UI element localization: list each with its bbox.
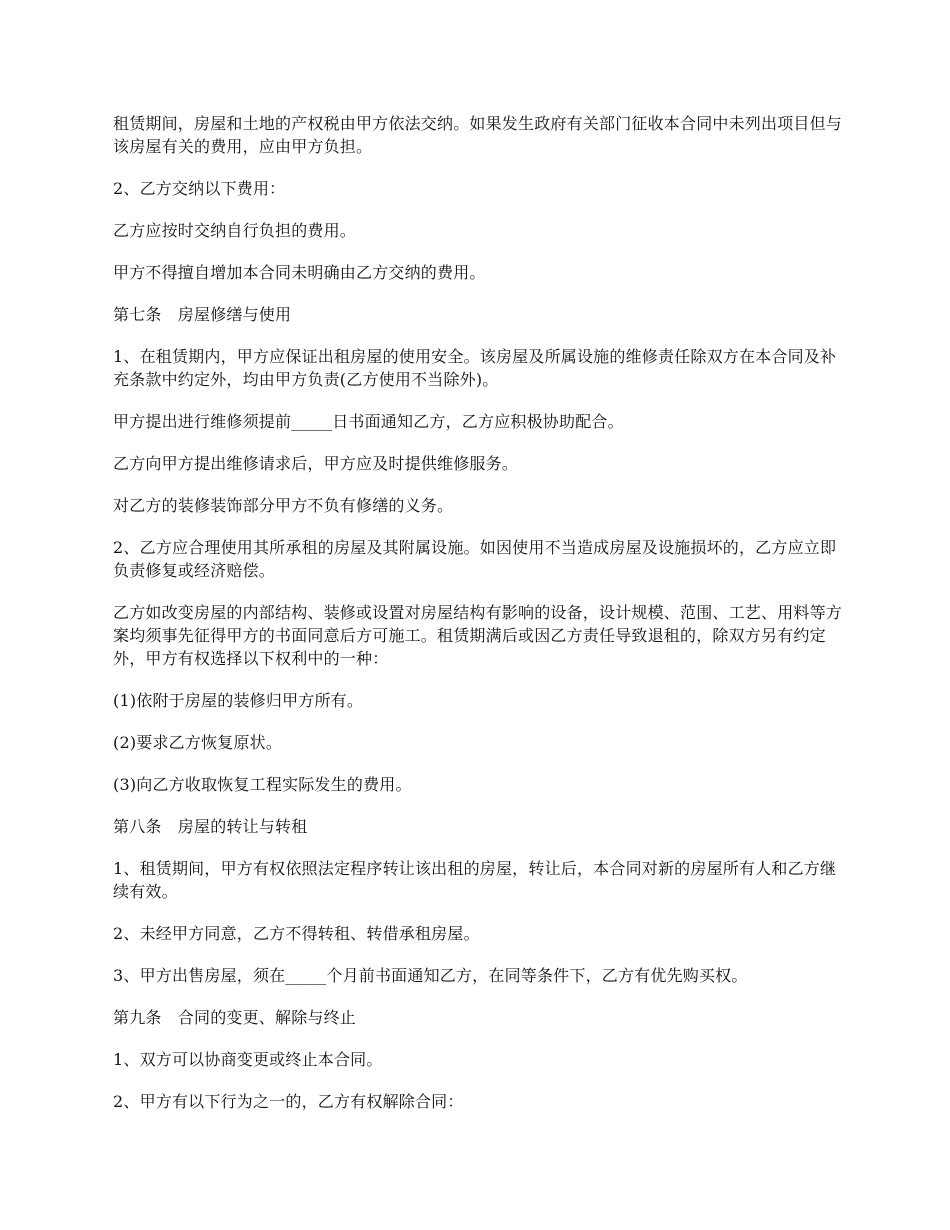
paragraph-no-extra-fees: 甲方不得擅自增加本合同未明确由乙方交纳的费用。 [113, 263, 486, 282]
paragraph-repair-service: 乙方向甲方提出维修请求后，甲方应及时提供维修服务。 [113, 454, 519, 473]
paragraph-repair-notice: 甲方提出进行维修须提前_____日书面通知乙方，乙方应积极协助配合。 [113, 412, 624, 431]
paragraph-option-2: (2)要求乙方恢复原状。 [113, 733, 283, 752]
paragraph-property-tax: 租赁期间，房屋和土地的产权税由甲方依法交纳。如果发生政府有关部门征收本合同中未列出项目但与该房屋有关的费用，应由甲方负担。 [113, 114, 843, 156]
paragraph-option-3: (3)向乙方收取恢复工程实际发生的费用。 [113, 775, 412, 794]
paragraph-mutual-change: 1、双方可以协商变更或终止本合同。 [113, 1050, 383, 1069]
paragraph-transfer-rights: 1、租赁期间，甲方有权依照法定程序转让该出租的房屋，转让后，本合同对新的房屋所有人和乙方继续有效。 [113, 859, 837, 901]
document-page [113, 112, 843, 1132]
paragraph-repair-responsibility: 1、在租赁期内，甲方应保证出租房屋的使用安全。该房屋及所属设施的维修责任除双方在本合同及补充条款中约定外，均由甲方负责(乙方使用不当除外)。 [113, 347, 837, 389]
article-9-heading: 第九条 合同的变更、解除与终止 [113, 1008, 357, 1027]
article-7-heading: 第七条 房屋修缮与使用 [113, 305, 292, 324]
article-8-heading: 第八条 房屋的转让与转租 [113, 817, 308, 836]
paragraph-party-b-fees-heading: 2、乙方交纳以下费用： [113, 179, 286, 198]
paragraph-party-b-pay-on-time: 乙方应按时交纳自行负担的费用。 [113, 221, 357, 240]
paragraph-decoration-exclusion: 对乙方的装修装饰部分甲方不负有修缮的义务。 [113, 496, 454, 515]
paragraph-structural-changes: 乙方如改变房屋的内部结构、装修或设置对房屋结构有影响的设备，设计规模、范围、工艺、用料等方案均须事先征得甲方的书面同意后方可施工。租赁期满后或因乙方责任导致退租的，除双方另有约定外，甲方有权选择以下权利中的一种： [113, 603, 843, 668]
paragraph-proper-use: 2、乙方应合理使用其所承租的房屋及其附属设施。如因使用不当造成房屋及设施损坏的，乙方应立即负责修复或经济赔偿。 [113, 538, 837, 580]
paragraph-preemptive-right: 3、甲方出售房屋，须在_____个月前书面通知乙方，在同等条件下，乙方有优先购买权。 [113, 966, 748, 985]
paragraph-option-1: (1)依附于房屋的装修归甲方所有。 [113, 691, 364, 710]
paragraph-termination-conditions: 2、甲方有以下行为之一的，乙方有权解除合同： [113, 1092, 464, 1111]
paragraph-no-sublease: 2、未经甲方同意，乙方不得转租、转借承租房屋。 [113, 924, 480, 943]
